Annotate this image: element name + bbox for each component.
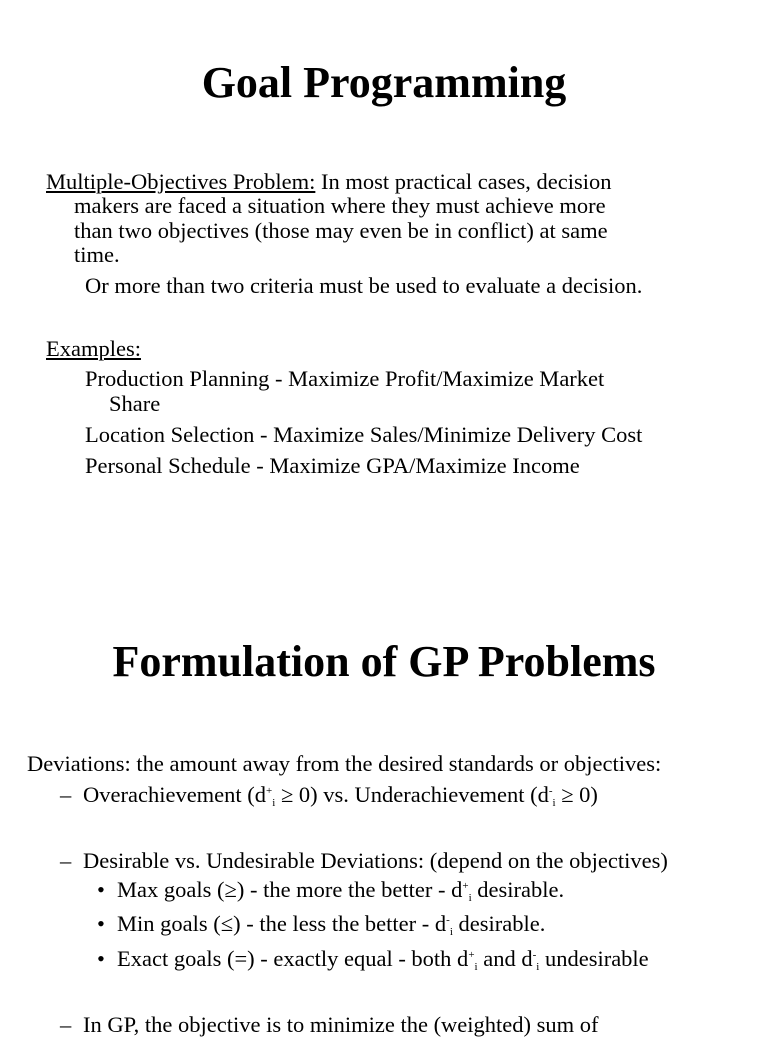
bullet-marker: • bbox=[97, 946, 105, 971]
text-run: Overachievement (d bbox=[83, 782, 267, 807]
partial-next-line: In GP, the objective is to minimize the (weighted) sum of bbox=[83, 1012, 599, 1037]
exact-goals-line bbox=[117, 946, 649, 971]
slide1-title: Goal Programming bbox=[201, 58, 567, 107]
dash-marker: – bbox=[60, 848, 72, 873]
text-run: ≥ 0) vs. Underachievement (d bbox=[275, 782, 549, 807]
dash-marker: – bbox=[60, 1012, 72, 1037]
text-run: Min goals (≤) - the less the better - d bbox=[117, 911, 447, 936]
slide2-title: Formulation of GP Problems bbox=[112, 637, 656, 686]
text-run: desirable. bbox=[471, 877, 565, 902]
text-run: ≥ 0) bbox=[555, 782, 598, 807]
max-goals-line bbox=[117, 877, 564, 902]
definition-text-1: In most practical cases, decision bbox=[315, 169, 612, 194]
deviations-intro: Deviations: the amount away from the desired standards or objectives: bbox=[27, 751, 662, 776]
superscript-plus: + bbox=[266, 785, 273, 797]
definition-line-3: than two objectives (those may even be in conflict) at same bbox=[74, 218, 608, 243]
subscript-i: i bbox=[536, 961, 540, 973]
subscript-i: i bbox=[449, 926, 453, 938]
definition-line-2: makers are faced a situation where they must achieve more bbox=[74, 193, 606, 218]
text-run: undesirable bbox=[539, 946, 649, 971]
subscript-i: i bbox=[468, 892, 472, 904]
example-production-planning-cont: Share bbox=[109, 391, 161, 416]
superscript-minus: - bbox=[446, 914, 450, 926]
example-production-planning: Production Planning - Maximize Profit/Maximize Market bbox=[85, 366, 605, 391]
definition-label: Multiple-Objectives Problem: bbox=[46, 169, 316, 194]
example-personal-schedule: Personal Schedule - Maximize GPA/Maximize Income bbox=[85, 453, 580, 478]
desirable-intro: Desirable vs. Undesirable Deviations: (depend on the objectives) bbox=[83, 848, 668, 873]
bullet-marker: • bbox=[97, 877, 105, 902]
superscript-plus: + bbox=[468, 949, 475, 961]
example-location-selection: Location Selection - Maximize Sales/Minimize Delivery Cost bbox=[85, 422, 643, 447]
definition-line-1 bbox=[46, 169, 612, 194]
min-goals-line bbox=[117, 911, 545, 936]
text-run: Max goals (≥) - the more the better - d bbox=[117, 877, 463, 902]
superscript-minus: - bbox=[532, 949, 537, 961]
text-run: desirable. bbox=[452, 911, 546, 936]
subscript-i: i bbox=[272, 797, 276, 809]
text-run: and d bbox=[477, 946, 533, 971]
dash-marker: – bbox=[60, 782, 72, 807]
overachievement-line bbox=[83, 782, 598, 807]
examples-label: Examples: bbox=[46, 336, 141, 361]
superscript-plus: + bbox=[462, 880, 469, 892]
bullet-marker: • bbox=[97, 911, 105, 936]
subscript-i: i bbox=[552, 797, 556, 809]
superscript-minus: - bbox=[548, 785, 553, 797]
definition-line-4: time. bbox=[74, 242, 120, 267]
subscript-i: i bbox=[474, 961, 478, 973]
text-run: Exact goals (=) - exactly equal - both d bbox=[117, 946, 469, 971]
alternative-criteria: Or more than two criteria must be used to evaluate a decision. bbox=[85, 273, 643, 298]
